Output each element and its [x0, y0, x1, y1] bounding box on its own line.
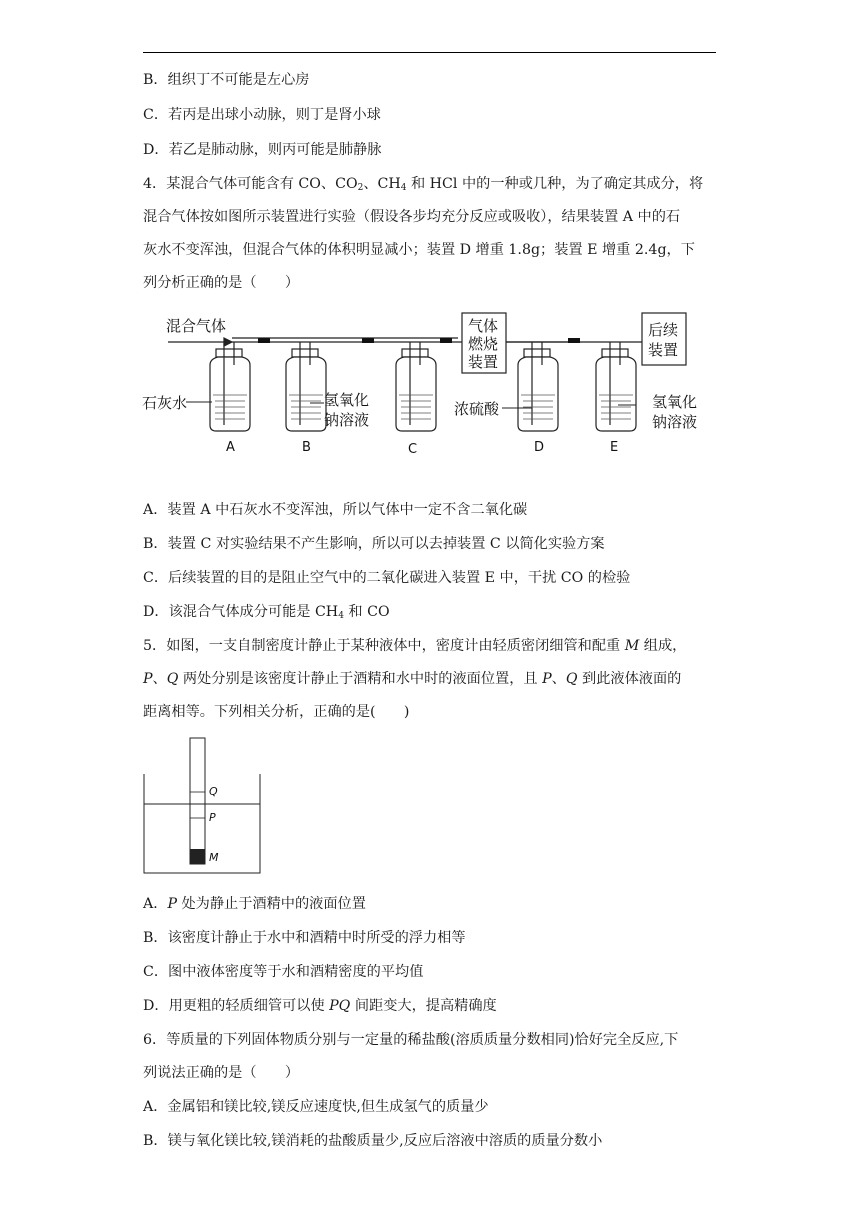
- q4-option-b: B．装置 C 对实验结果不产生影响，所以可以去掉装置 C 以简化实验方案: [143, 536, 605, 552]
- q6-stem-line-1: 6．等质量的下列固体物质分别与一定量的稀盐酸(溶质质量分数相同)恰好完全反应,下: [143, 1032, 679, 1048]
- naoh-e-label-1: 氢氧化: [652, 393, 698, 411]
- bottle-d-label: D: [534, 440, 545, 455]
- bottle-a-label: A: [226, 440, 235, 455]
- inlet-label: 混合气体: [166, 317, 227, 335]
- q-label: Q: [209, 785, 218, 798]
- q6-option-a: A．金属铝和镁比较,镁反应速度快,但生成氢气的质量少: [143, 1099, 489, 1115]
- q5-stem-line-3: 距离相等。下列相关分析，正确的是( ): [143, 704, 410, 720]
- naoh-b-label-1: 氢氧化: [324, 391, 370, 409]
- followup-label-2: 装置: [648, 341, 679, 359]
- burner-label-3: 装置: [468, 353, 499, 371]
- q5-stem-line-1: 5．如图，一支自制密度计静止于某种液体中，密度计由轻质密闭细管和配重 M 组成，: [143, 638, 687, 654]
- burner-label-1: 气体: [468, 317, 499, 335]
- bottle-c-label: C: [408, 442, 418, 457]
- q5-option-b: B．该密度计静止于水中和酒精中时所受的浮力相等: [143, 930, 466, 946]
- q4-option-d: D．该混合气体成分可能是 $CH_4$ 和 CO: [143, 604, 390, 621]
- prev-option-b: B．组织丁不可能是左心房: [143, 72, 310, 88]
- burner-label-2: 燃烧: [468, 335, 499, 353]
- prev-option-d: D．若乙是肺动脉，则丙可能是肺静脉: [143, 142, 382, 158]
- q6-option-b: B．镁与氧化镁比较,镁消耗的盐酸质量少,反应后溶液中溶质的质量分数小: [143, 1133, 603, 1149]
- q4-stem-line-4: 列分析正确的是（ ）: [143, 275, 300, 291]
- m-label: M: [209, 851, 219, 864]
- q4-option-a: A．装置 A 中石灰水不变浑浊，所以气体中一定不含二氧化碳: [143, 502, 528, 518]
- p-label: P: [209, 811, 216, 824]
- q4-stem-line-3: 灰水不变浑浊，但混合气体的体积明显减小；装置 D 增重 1.8g；装置 E 增重 2.4g，下: [143, 242, 695, 258]
- q4-stem-line-2: 混合气体按如图所示装置进行实验（假设各步均充分反应或吸收），结果装置 A 中的石: [143, 209, 681, 225]
- gas-apparatus-diagram: [140, 305, 720, 465]
- hydrometer-diagram: [140, 736, 270, 876]
- q6-stem-line-2: 列说法正确的是（ ）: [143, 1065, 300, 1081]
- bottle-e: [596, 342, 636, 431]
- q5-option-a: A．P 处为静止于酒精中的液面位置: [143, 896, 366, 912]
- naoh-b-label-2: 钠溶液: [324, 411, 370, 429]
- prev-option-c: C．若丙是出球小动脉，则丁是肾小球: [143, 107, 381, 123]
- bottle-b-label: B: [302, 440, 311, 455]
- counterweight-m: [190, 849, 205, 864]
- q5-option-c: C．图中液体密度等于水和酒精密度的平均值: [143, 964, 424, 980]
- limewater-label: 石灰水: [142, 394, 188, 412]
- h2so4-label: 浓硫酸: [454, 400, 500, 418]
- bottle-a: [210, 342, 250, 431]
- header-rule: [143, 52, 716, 53]
- q4-stem-line-1: 4．某混合气体可能含有 CO、$CO_2$、$CH_4$ 和 HCl 中的一种或几种，为了确定其成分，将: [143, 176, 704, 193]
- bottle-e-label: E: [610, 440, 619, 455]
- naoh-e-label-2: 钠溶液: [652, 413, 698, 431]
- q5-stem-line-2: P、Q 两处分别是该密度计静止于酒精和水中时的液面位置，且 P、Q 到此液体液面的: [143, 671, 682, 687]
- bottle-d: [518, 342, 558, 431]
- followup-label-1: 后续: [648, 321, 679, 339]
- bottle-b: [286, 342, 326, 431]
- bottle-c: [396, 342, 436, 431]
- q5-option-d: D．用更粗的轻质细管可以使 PQ 间距变大，提高精确度: [143, 998, 497, 1014]
- q4-option-c: C．后续装置的目的是阻止空气中的二氧化碳进入装置 E 中，干扰 CO 的检验: [143, 570, 631, 586]
